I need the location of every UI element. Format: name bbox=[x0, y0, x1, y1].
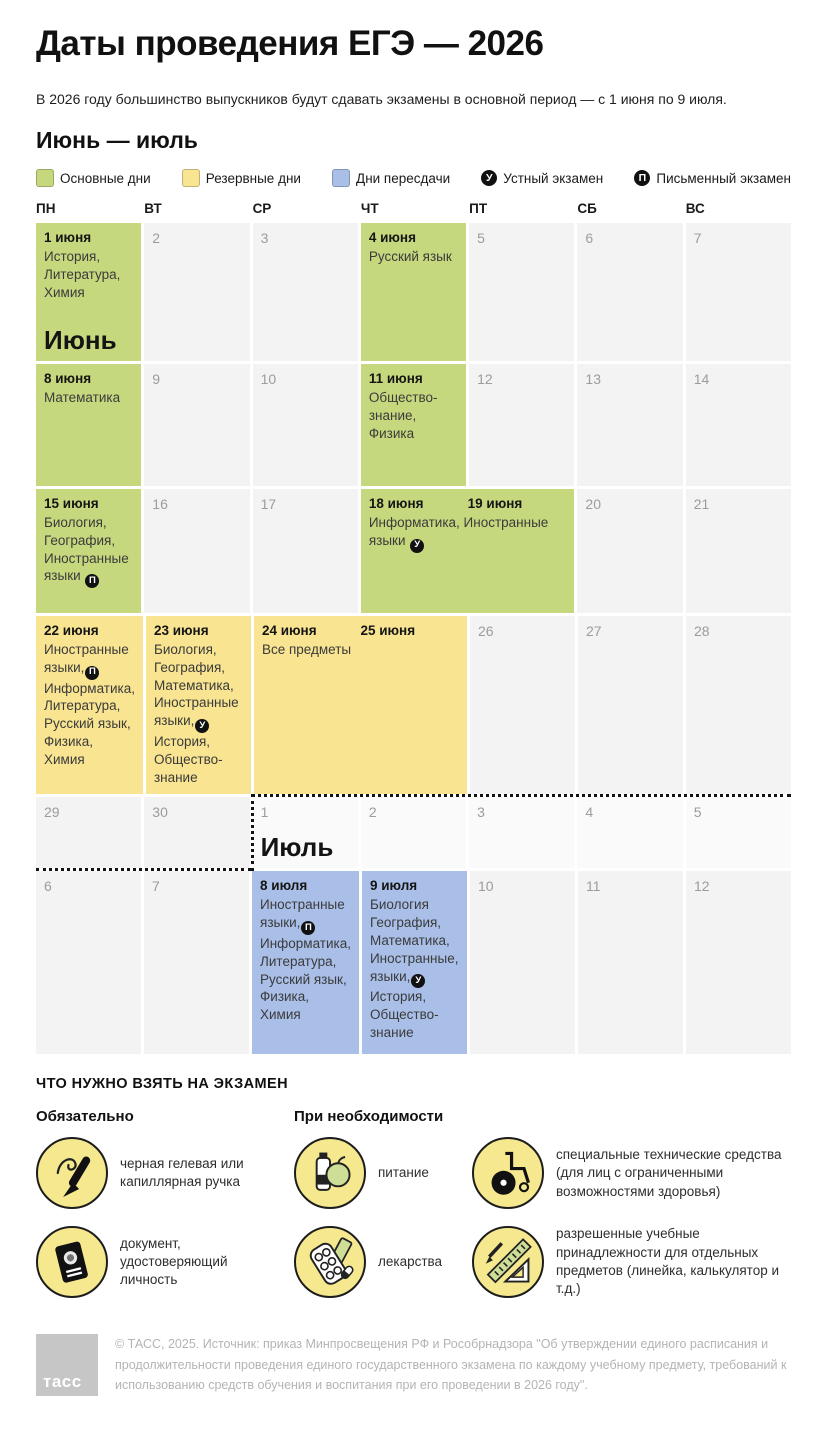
month-label-july: Июль bbox=[260, 832, 334, 863]
subtitle: В 2026 году большинство выпускников будут сдавать экзамены в основной период — с 1 июня по 9 июля. bbox=[36, 91, 727, 107]
day-number: 7 bbox=[152, 878, 160, 895]
cell-date: 19 июня bbox=[467, 496, 523, 511]
cell-date: 8 июня bbox=[44, 371, 92, 386]
calendar-day-exam bbox=[36, 364, 141, 486]
calendar-day-empty bbox=[469, 797, 574, 868]
cell-subjects: Биология, География, Математика, Иностранные языки, У История, Общество-знание bbox=[153, 642, 239, 785]
checklist-item-text: черная гелевая или капиллярная ручка bbox=[120, 1156, 244, 1190]
footer-copyright-text: © ТАСС, 2025. Источник: приказ Минпросвещения РФ и Рособрнадзора "Об утверждении единого расписания и продолжительности проведения единого государственного экзамена по каждому учебному предмету, требований к использованию средств обучения и воспитания при его проведении в 2026 году". bbox=[115, 1337, 787, 1392]
day-number: 26 bbox=[477, 623, 494, 639]
day-number: 2 bbox=[152, 230, 161, 246]
day-number: 10 bbox=[260, 371, 277, 387]
calendar-day-exam bbox=[254, 616, 467, 794]
calendar-day-empty bbox=[144, 871, 249, 1054]
legend-label: Резервные дни bbox=[205, 170, 301, 186]
calendar-row bbox=[36, 489, 791, 613]
legend-item bbox=[36, 169, 151, 187]
checklist-item-text: документ, удостоверяющий личность bbox=[120, 1235, 228, 1287]
calendar-row bbox=[36, 364, 791, 486]
day-number: 4 bbox=[585, 804, 594, 821]
checklist-item bbox=[36, 1225, 276, 1298]
cell-date: 22 июня bbox=[44, 623, 99, 638]
legend-item bbox=[634, 170, 791, 186]
day-number: 30 bbox=[152, 804, 168, 821]
day-number: 14 bbox=[693, 371, 710, 387]
cell-date: 24 июня bbox=[261, 623, 317, 638]
weekday-header: ВТ bbox=[144, 201, 162, 216]
tass-logo bbox=[36, 1334, 98, 1396]
cell-date: 8 июля bbox=[260, 878, 308, 894]
food-icon bbox=[294, 1137, 366, 1209]
checklist-item-text: специальные технические средства (для лиц с ограниченными возможностями здоровья) bbox=[556, 1147, 782, 1199]
cell-dates bbox=[44, 371, 133, 386]
cell-dates bbox=[260, 878, 351, 893]
month-label-june: Июнь bbox=[44, 325, 117, 355]
calendar-day-empty bbox=[470, 616, 575, 794]
calendar-day-empty bbox=[686, 797, 791, 868]
cell-subjects: Все предметы bbox=[261, 642, 352, 657]
calendar-day-empty bbox=[686, 364, 791, 486]
cell-subjects: Информатика, Иностранные языки У bbox=[369, 514, 567, 553]
calendar-day-exam bbox=[362, 871, 467, 1054]
cell-date: 11 июня bbox=[368, 371, 423, 386]
cell-date: 4 июня bbox=[368, 230, 416, 245]
legend-item bbox=[182, 169, 301, 187]
day-number: 2 bbox=[368, 804, 377, 821]
passport-icon bbox=[36, 1226, 108, 1298]
calendar-day-empty bbox=[144, 489, 249, 613]
calendar-day-empty bbox=[578, 871, 683, 1054]
weekday-header: ЧТ bbox=[360, 201, 379, 216]
legend bbox=[36, 169, 791, 187]
day-number: 28 bbox=[693, 623, 710, 639]
calendar-day-empty bbox=[686, 223, 791, 361]
checklist-heading: ЧТО НУЖНО ВЗЯТЬ НА ЭКЗАМЕН bbox=[36, 1076, 288, 1093]
checklist-item bbox=[294, 1137, 454, 1209]
legend-item bbox=[481, 170, 603, 186]
calendar-day-empty bbox=[253, 797, 358, 868]
legend-color-swatch bbox=[36, 169, 54, 187]
day-number: 27 bbox=[585, 623, 602, 639]
checklist-column-headers bbox=[36, 1108, 791, 1125]
day-number: 5 bbox=[693, 804, 702, 821]
calendar-day-exam bbox=[36, 489, 141, 613]
written-exam-icon: П bbox=[85, 666, 99, 680]
calendar-day-empty bbox=[253, 364, 358, 486]
checklist-item-text: разрешенные учебные принадлежности для отдельных предметов (линейка, калькулятор и т.д.) bbox=[556, 1226, 780, 1297]
calendar-day-exam bbox=[361, 489, 575, 613]
calendar-day-empty bbox=[253, 489, 358, 613]
calendar-day-exam bbox=[361, 223, 466, 361]
weekday-header: ВС bbox=[685, 201, 705, 216]
calendar-day-empty bbox=[36, 797, 141, 868]
pen-icon bbox=[36, 1137, 108, 1209]
oral-exam-icon: У bbox=[411, 974, 425, 988]
legend-color-swatch bbox=[182, 169, 200, 187]
checklist-col2-header: При необходимости bbox=[294, 1108, 444, 1126]
calendar-row bbox=[36, 871, 791, 1054]
calendar-day-exam bbox=[252, 871, 359, 1054]
oral-exam-icon: У bbox=[481, 170, 497, 186]
cell-date: 1 июня bbox=[44, 230, 92, 245]
day-number: 20 bbox=[585, 496, 601, 512]
page-title: Даты проведения ЕГЭ — 2026 bbox=[36, 24, 544, 63]
day-number: 16 bbox=[152, 496, 168, 512]
calendar-day-empty bbox=[144, 797, 249, 868]
calendar-day-empty bbox=[577, 223, 682, 361]
cell-subjects: Иностранные языки, П Информатика, Литература, Русский язык, Физика, Химия bbox=[260, 897, 351, 1023]
calendar-day-exam bbox=[36, 616, 143, 794]
calendar-row bbox=[36, 797, 791, 868]
cell-date: 18 июня bbox=[368, 496, 424, 511]
cell-dates bbox=[44, 230, 133, 245]
day-number: 10 bbox=[477, 878, 494, 895]
written-exam-icon: П bbox=[301, 921, 315, 935]
cell-dates bbox=[44, 496, 133, 511]
cell-dates bbox=[369, 371, 458, 386]
cell-subjects: Биология, География, Иностранные языки П bbox=[44, 514, 133, 588]
legend-color-swatch bbox=[332, 169, 350, 187]
day-number: 6 bbox=[44, 878, 52, 895]
legend-label: Устный экзамен bbox=[503, 170, 604, 186]
day-number: 5 bbox=[477, 230, 485, 246]
cell-subjects: Биология География, Математика, Иностранные, языки, У История, Общество-знание bbox=[369, 897, 459, 1041]
cell-date: 25 июня bbox=[360, 623, 416, 638]
calendar-day-empty bbox=[686, 616, 791, 794]
day-number: 9 bbox=[152, 371, 161, 387]
calendar-day-empty bbox=[686, 871, 791, 1054]
checklist-item-text: лекарства bbox=[378, 1253, 443, 1269]
weekday-header: СБ bbox=[577, 201, 597, 216]
legend-item bbox=[332, 169, 450, 187]
weekday-header-row bbox=[36, 201, 791, 216]
cell-dates bbox=[154, 623, 243, 638]
tass-logo-text: тасс bbox=[43, 1372, 82, 1392]
day-number: 3 bbox=[260, 230, 269, 246]
written-exam-icon: П bbox=[634, 170, 650, 186]
calendar-day-empty bbox=[36, 871, 141, 1054]
section-title: Июнь — июль bbox=[36, 127, 198, 153]
wheelchair-icon bbox=[472, 1137, 544, 1209]
cell-dates bbox=[44, 623, 135, 638]
oral-exam-icon: У bbox=[410, 539, 424, 553]
day-number: 13 bbox=[585, 371, 601, 387]
calendar-day-empty bbox=[470, 871, 575, 1054]
checklist-col3-spacer bbox=[472, 1108, 791, 1125]
day-number: 12 bbox=[693, 878, 710, 895]
pills-icon bbox=[294, 1226, 366, 1298]
calendar-row bbox=[36, 616, 791, 794]
day-number: 17 bbox=[260, 496, 277, 512]
written-exam-icon: П bbox=[85, 574, 99, 588]
day-number: 29 bbox=[44, 804, 60, 821]
cell-dates bbox=[370, 878, 459, 893]
calendar-grid bbox=[36, 223, 791, 1054]
footer bbox=[36, 1334, 791, 1396]
calendar-day-exam bbox=[361, 364, 466, 486]
cell-date: 9 июля bbox=[369, 878, 418, 894]
cell-subjects: Общество-знание, Физика bbox=[368, 390, 438, 441]
cell-date: 23 июня bbox=[153, 623, 209, 638]
calendar-day-empty bbox=[577, 489, 682, 613]
checklist-item bbox=[472, 1137, 791, 1209]
calendar-row bbox=[36, 223, 791, 361]
calendar-day-exam bbox=[146, 616, 251, 794]
cell-subjects: Математика bbox=[44, 390, 121, 405]
cell-dates bbox=[369, 230, 458, 245]
legend-label: Дни пересдачи bbox=[356, 170, 451, 186]
cell-date: 15 июня bbox=[44, 496, 99, 511]
day-number: 3 bbox=[477, 804, 485, 821]
oral-exam-icon: У bbox=[195, 719, 209, 733]
weekday-header: СР bbox=[252, 201, 272, 216]
cell-dates bbox=[369, 496, 567, 511]
calendar-day-empty bbox=[577, 364, 682, 486]
day-number: 21 bbox=[693, 496, 710, 512]
calendar-day-empty bbox=[469, 223, 574, 361]
weekday-header: ПН bbox=[36, 201, 56, 216]
calendar-day-empty bbox=[361, 797, 466, 868]
checklist-col1-header: Обязательно bbox=[36, 1108, 134, 1126]
checklist-item bbox=[36, 1137, 276, 1209]
day-number: 1 bbox=[260, 804, 269, 821]
cell-subjects: Русский язык bbox=[368, 249, 452, 264]
weekday-header: ПТ bbox=[469, 201, 488, 216]
calendar-day-empty bbox=[469, 364, 574, 486]
checklist-item-text: питание bbox=[378, 1165, 429, 1181]
checklist-items bbox=[36, 1137, 791, 1298]
legend-label: Письменный экзамен bbox=[656, 170, 791, 186]
ruler-icon bbox=[472, 1226, 544, 1298]
day-number: 11 bbox=[585, 878, 601, 895]
calendar-day-empty bbox=[253, 223, 358, 361]
cell-dates bbox=[262, 623, 459, 638]
day-number: 12 bbox=[477, 371, 493, 387]
checklist-item bbox=[472, 1225, 791, 1298]
calendar-day-empty bbox=[578, 616, 683, 794]
day-number: 7 bbox=[693, 230, 702, 246]
cell-subjects: История, Литература, Химия bbox=[44, 249, 121, 300]
calendar-day-empty bbox=[144, 223, 249, 361]
checklist-item bbox=[294, 1225, 454, 1298]
calendar-day-empty bbox=[144, 364, 249, 486]
legend-label: Основные дни bbox=[60, 170, 151, 186]
cell-subjects: Иностранные языки, П Информатика, Литература, Русский язык, Физика, Химия bbox=[44, 642, 135, 767]
calendar-day-empty bbox=[577, 797, 682, 868]
day-number: 6 bbox=[585, 230, 594, 246]
checklist-section bbox=[36, 1076, 791, 1298]
calendar-day-exam bbox=[36, 223, 141, 361]
calendar-day-empty bbox=[686, 489, 791, 613]
